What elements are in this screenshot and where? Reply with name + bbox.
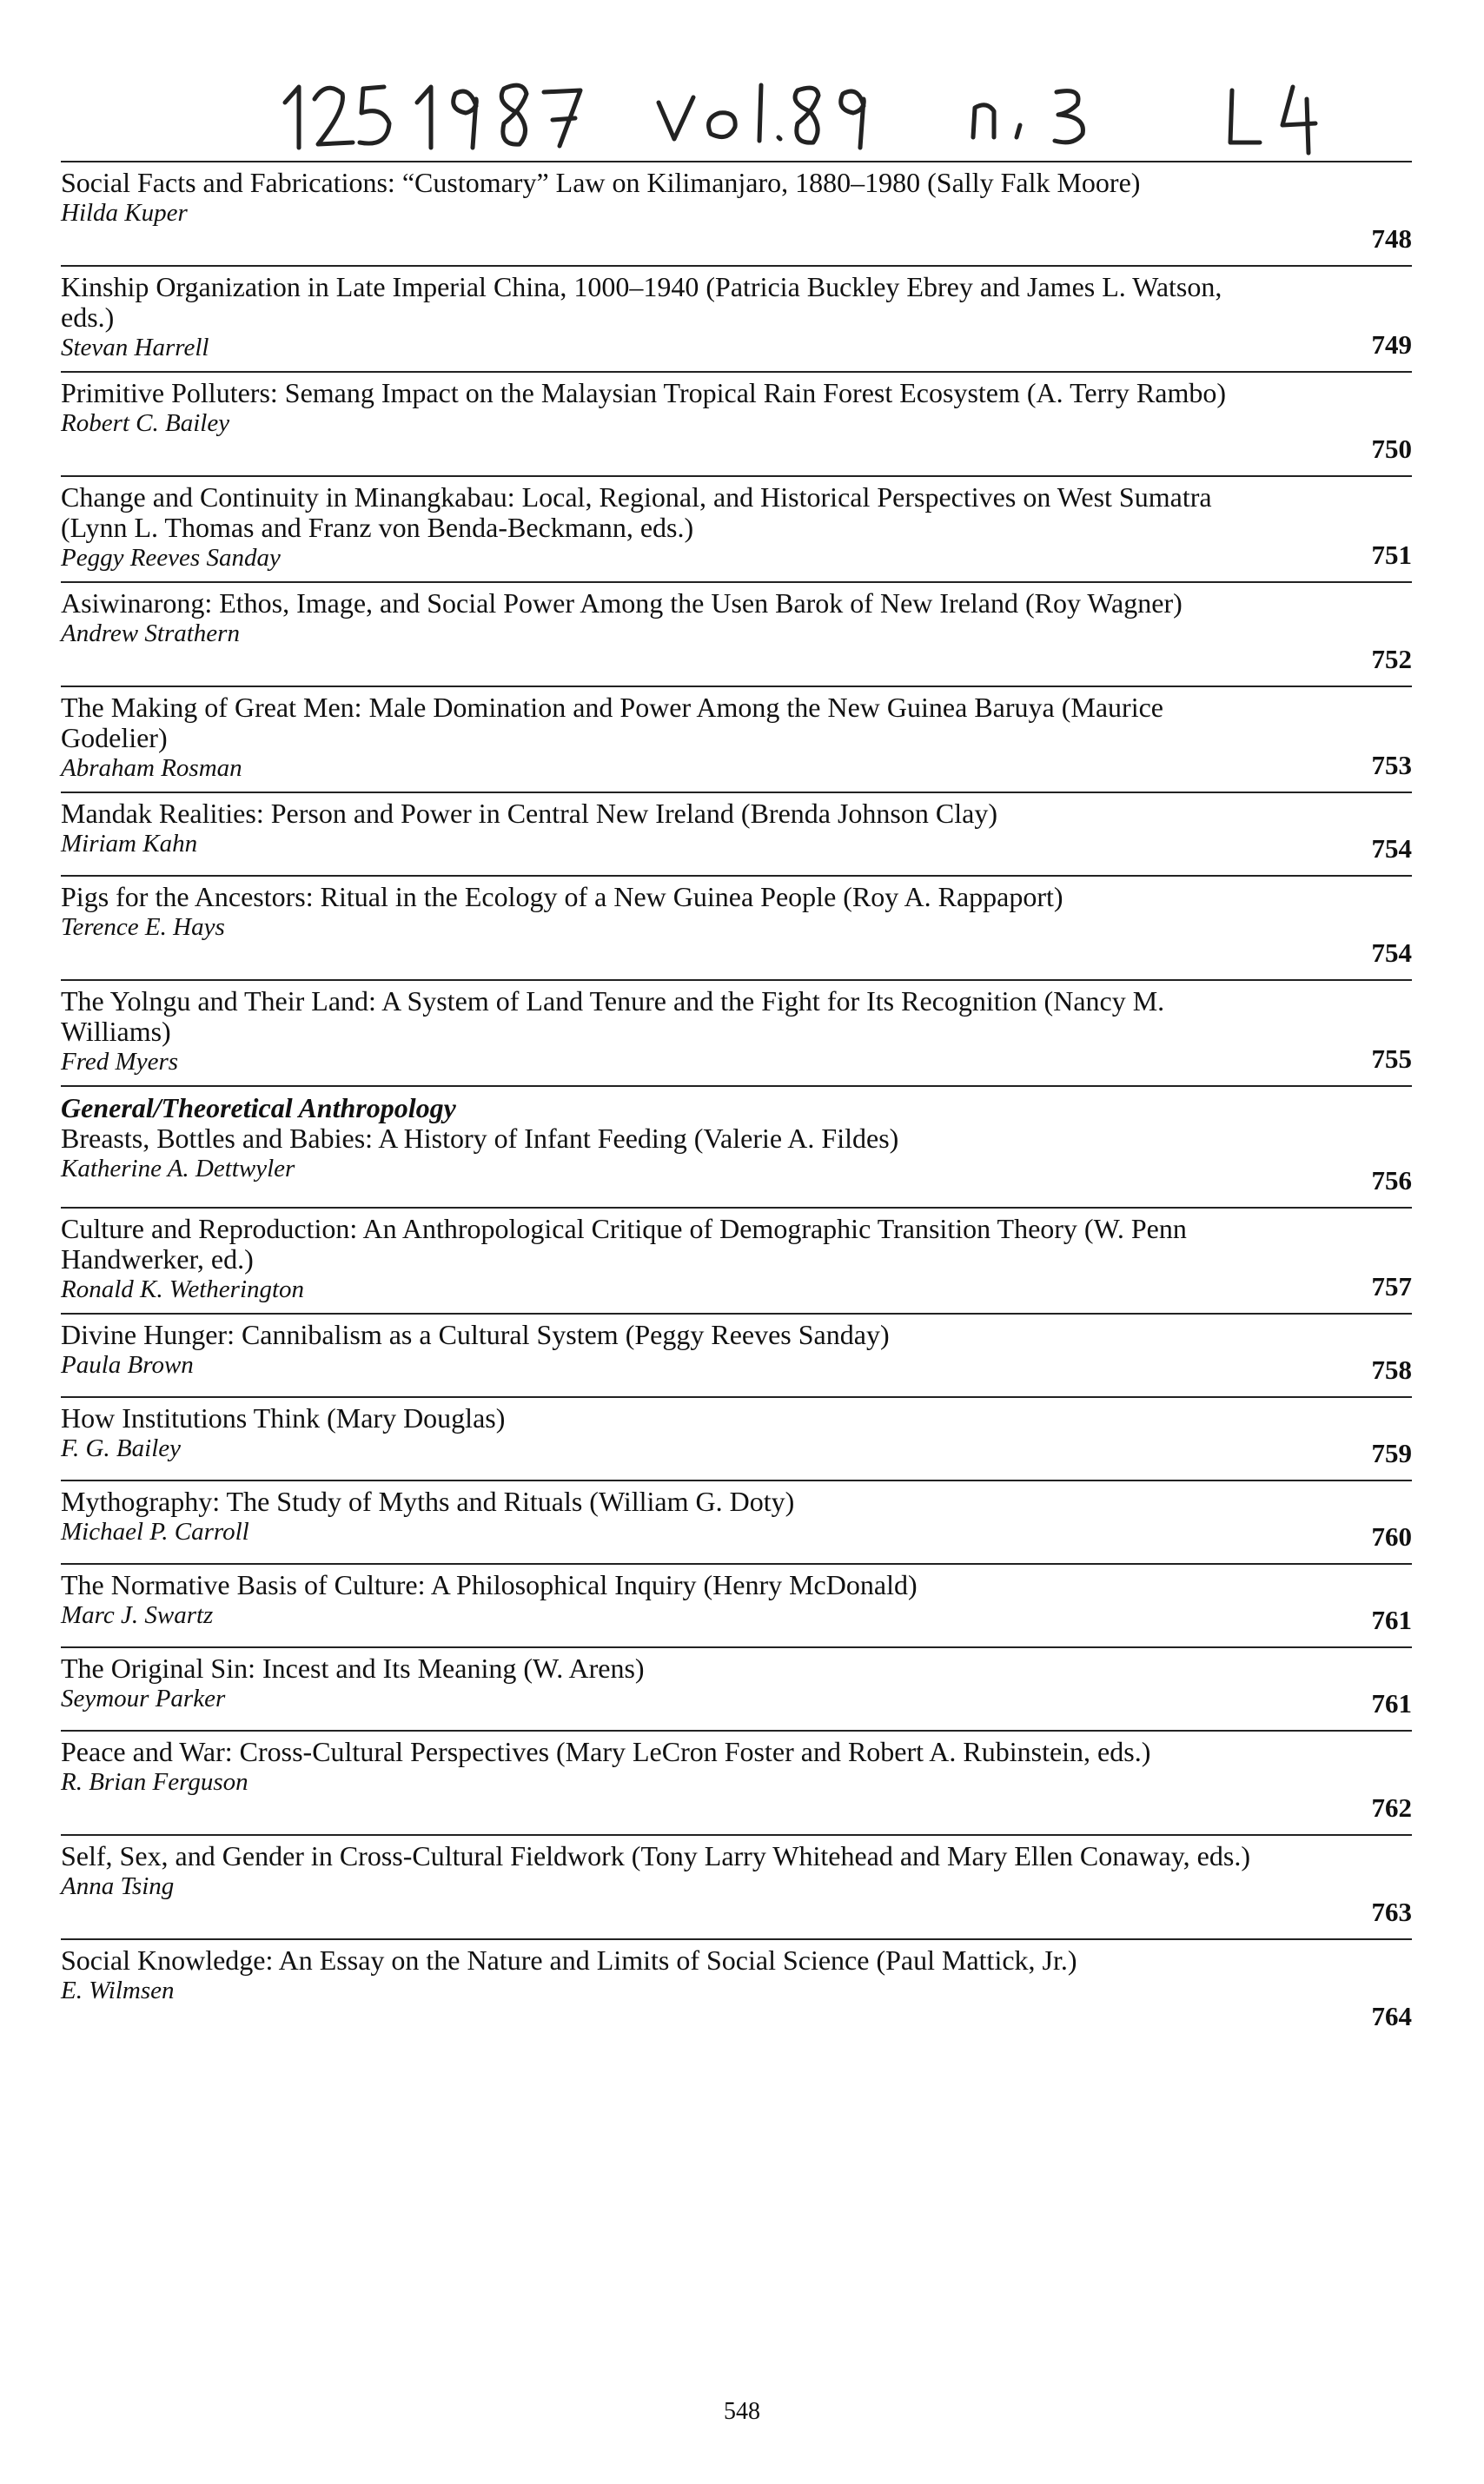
book-title: Pigs for the Ancestors: Ritual in the Ecology of a New Guinea People (Roy A. Rappaport) <box>61 881 1063 912</box>
review-entry <box>61 1938 1412 2043</box>
reviewer-name: Michael P. Carroll <box>61 1518 249 1546</box>
review-entry <box>61 581 1412 686</box>
review-page-number: 748 <box>1371 223 1412 254</box>
review-page-number: 761 <box>1371 1605 1412 1635</box>
review-page-number: 753 <box>1371 750 1412 780</box>
review-entry <box>61 1834 1412 1938</box>
book-title: How Institutions Think (Mary Douglas) <box>61 1402 506 1434</box>
page-number: 548 <box>724 2398 760 2425</box>
review-page-number: 758 <box>1371 1355 1412 1385</box>
review-page-number: 759 <box>1371 1438 1412 1468</box>
review-entry <box>61 1646 1412 1730</box>
review-entry <box>61 371 1412 475</box>
reviewer-name: Seymour Parker <box>61 1685 226 1712</box>
reviewer-name: Hilda Kuper <box>61 199 188 227</box>
reviewer-name: Abraham Rosman <box>61 754 242 782</box>
review-entry <box>61 265 1412 371</box>
book-title: Asiwinarong: Ethos, Image, and Social Power Among the Usen Barok of New Ireland (Roy Wagner) <box>61 587 1183 619</box>
book-title: Culture and Reproduction: An Anthropological Critique of Demographic Transition Theory (W. Penn Handwerker, ed.) <box>61 1213 1187 1275</box>
review-entry <box>61 686 1412 792</box>
reviewer-name: Paula Brown <box>61 1351 194 1379</box>
review-entry <box>61 875 1412 979</box>
handwritten-call-number <box>269 68 1381 163</box>
review-page-number: 760 <box>1371 1521 1412 1552</box>
book-title: The Original Sin: Incest and Its Meaning (W. Arens) <box>61 1653 645 1684</box>
reviewer-name: Robert C. Bailey <box>61 409 230 437</box>
review-entry <box>61 1396 1412 1480</box>
book-title: Kinship Organization in Late Imperial China, 1000–1940 (Patricia Buckley Ebrey and James L. Watson, eds.) <box>61 271 1222 333</box>
reviewer-name: Fred Myers <box>61 1048 179 1076</box>
book-title: Mythography: The Study of Myths and Rituals (William G. Doty) <box>61 1486 795 1517</box>
review-entry <box>61 1730 1412 1834</box>
reviewer-name: Peggy Reeves Sanday <box>61 544 281 572</box>
section-block <box>61 1085 1412 1207</box>
review-page-number: 754 <box>1371 937 1412 968</box>
book-title: Peace and War: Cross-Cultural Perspectives (Mary LeCron Foster and Robert A. Rubinstein, eds.) <box>61 1736 1151 1767</box>
reviewer-name: F. G. Bailey <box>61 1434 181 1462</box>
reviewer-name: Anna Tsing <box>61 1872 175 1900</box>
reviewer-name: R. Brian Ferguson <box>61 1768 248 1796</box>
review-entry <box>61 792 1412 875</box>
review-entry <box>61 1123 1412 1207</box>
review-entry <box>61 161 1412 265</box>
review-page-number: 763 <box>1371 1897 1412 1927</box>
review-page-number: 756 <box>1371 1165 1412 1196</box>
review-entry <box>61 1207 1412 1313</box>
book-title: Change and Continuity in Minangkabau: Local, Regional, and Historical Perspectives on West Sumatra (Lynn L. Thomas and Franz von Benda-Beckmann, eds.) <box>61 481 1212 543</box>
book-title: Mandak Realities: Person and Power in Central New Ireland (Brenda Johnson Clay) <box>61 798 997 829</box>
book-title: Breasts, Bottles and Babies: A History of Infant Feeding (Valerie A. Fildes) <box>61 1123 899 1154</box>
book-title: Social Knowledge: An Essay on the Nature and Limits of Social Science (Paul Mattick, Jr.) <box>61 1944 1077 1976</box>
review-page-number: 762 <box>1371 1792 1412 1823</box>
review-page-number: 764 <box>1371 2001 1412 2031</box>
review-page-number: 755 <box>1371 1043 1412 1074</box>
reviewer-name: Stevan Harrell <box>61 334 209 361</box>
reviewer-name: E. Wilmsen <box>61 1977 175 2004</box>
reviewer-name: Miriam Kahn <box>61 830 198 858</box>
book-title: Social Facts and Fabrications: “Customary” Law on Kilimanjaro, 1880–1980 (Sally Falk Moore) <box>61 167 1141 198</box>
book-title: The Making of Great Men: Male Domination and Power Among the New Guinea Baruya (Maurice Godelier) <box>61 692 1163 753</box>
reviewer-name: Katherine A. Dettwyler <box>61 1155 295 1182</box>
book-title: Divine Hunger: Cannibalism as a Cultural System (Peggy Reeves Sanday) <box>61 1319 890 1350</box>
review-entry <box>61 979 1412 1085</box>
book-title: The Normative Basis of Culture: A Philosophical Inquiry (Henry McDonald) <box>61 1569 918 1600</box>
review-index-list <box>61 161 1412 2043</box>
review-page-number: 757 <box>1371 1271 1412 1302</box>
book-title: Primitive Polluters: Semang Impact on the Malaysian Tropical Rain Forest Ecosystem (A. Terry Rambo) <box>61 377 1226 408</box>
review-page-number: 750 <box>1371 434 1412 464</box>
section-heading: General/Theoretical Anthropology <box>61 1092 456 1123</box>
book-title: The Yolngu and Their Land: A System of Land Tenure and the Fight for Its Recognition (Nancy M. Williams) <box>61 985 1165 1047</box>
review-entry <box>61 1480 1412 1563</box>
review-page-number: 754 <box>1371 833 1412 864</box>
reviewer-name: Andrew Strathern <box>61 619 240 647</box>
handwritten-note-drawing <box>269 68 1381 163</box>
reviewer-name: Marc J. Swartz <box>61 1601 214 1629</box>
reviewer-name: Ronald K. Wetherington <box>61 1275 305 1303</box>
review-page-number: 751 <box>1371 540 1412 570</box>
review-page-number: 761 <box>1371 1688 1412 1719</box>
review-page-number: 749 <box>1371 329 1412 360</box>
review-entry <box>61 475 1412 581</box>
book-title: Self, Sex, and Gender in Cross-Cultural Fieldwork (Tony Larry Whitehead and Mary Ellen Conaway, eds.) <box>61 1840 1250 1871</box>
review-entry <box>61 1313 1412 1396</box>
review-entry <box>61 1563 1412 1646</box>
reviewer-name: Terence E. Hays <box>61 913 225 941</box>
review-page-number: 752 <box>1371 644 1412 674</box>
